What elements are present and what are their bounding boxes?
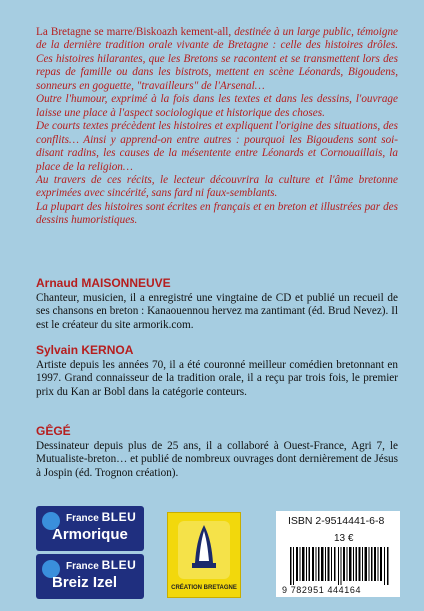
author-name: Sylvain KERNOA (36, 343, 134, 357)
author-block-gege (36, 425, 398, 480)
france-bleu-armorique-logo: France BLEU Armorique (36, 506, 144, 551)
intro-paragraph-1 (36, 26, 398, 93)
creation-bretagne-logo (167, 512, 241, 598)
intro-text (36, 26, 398, 228)
creation-label: CRÉATION BRETAGNE (171, 585, 237, 591)
author-name: Arnaud MAISONNEUVE (36, 276, 171, 290)
intro-book-title: La Bretagne se marre/Biskoazh kement-all, (36, 26, 235, 38)
intro-paragraph-3: De courts textes précèdent les histoires et expliquent l'origine des situations, des conflits… Ainsi y apprend-on entre autres : pourquoi les Bigoudens sont soi-disant radins, les causes de la mésentente entre Léonards et Cornouaillais, la place de la religion… (36, 120, 398, 173)
intro-paragraph-2: Outre l'humour, exprimé à la fois dans les textes et dans les dessins, l'ouvrage laisse une place à l'aspect sociologique et historique des choses. (36, 93, 398, 119)
barcode-icon (290, 547, 390, 585)
isbn-number: ISBN 2-9514441-6-8 (288, 515, 385, 527)
author-bio: Chanteur, musicien, il a enregistré une vingtaine de CD et publié un recueil de ses chansons en breton : Kanaouennou hervez ma zantimant (éd. Brud Nevez). Il est le créateur du site armorik.com. (36, 291, 398, 331)
author-bio: Dessinateur depuis plus de 25 ans, il a collaboré à Ouest-France, Agri 7, le Mutualiste-breton… et publié de nombreux ouvrages dont dernièrement de Jésus à Jospin (éd. Trognon création). (36, 439, 398, 479)
coiffe-icon (168, 513, 240, 583)
barcode-digits: 9 782951 444164 (282, 585, 362, 595)
author-block-kernoa (36, 344, 398, 399)
author-bio: Artiste depuis les années 70, il a été couronné meilleur comédien bretonnant en 1997. Grand connaisseur de la tradition orale, il a reçu par trois fois, le premier prix du Kan ar Bobl dans la catégorie conteurs. (36, 358, 398, 398)
station-name: Armorique (52, 526, 128, 543)
intro-paragraph-4: Au travers de ces récits, le lecteur découvrira la culture et l'âme bretonne exprimées avec sincérité, sans fard ni faux-semblants. (36, 173, 398, 200)
author-name: GÊGÉ (36, 424, 71, 438)
station-name: Breiz Izel (52, 574, 118, 591)
barcode-panel (276, 511, 400, 597)
intro-paragraph-1-rest: destinée à un large public, témoigne de la dernière tradition orale vivante de Bretagne : celle des histoires drôles. Ces histoires hilarantes, que les Bretons se racontent et se transmettent lors des repas de famille ou dans les bistrots, mettent en scène Léonards, Bigoudens, sonneurs en goguette, "travailleurs" de l'Arsenal… (36, 26, 398, 92)
france-bleu-logos (36, 506, 144, 600)
price: 13 € (334, 533, 354, 544)
author-block-maisonneuve (36, 277, 398, 332)
france-bleu-breiz-izel-logo: France BLEU Breiz Izel (36, 554, 144, 599)
intro-paragraph-5: La plupart des histoires sont écrites en français et en breton et illustrées par des dessins humoristiques. (36, 200, 398, 227)
